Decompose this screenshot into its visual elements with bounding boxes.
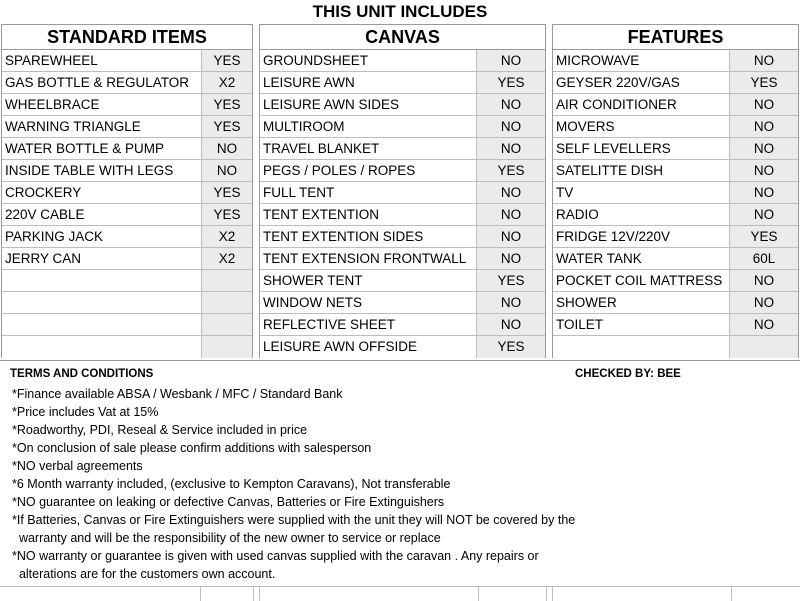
item-name: GEYSER 220V/GAS: [553, 72, 729, 93]
table-row: [260, 94, 545, 116]
item-value: X2: [201, 248, 252, 269]
item-value: X2: [201, 72, 252, 93]
item-name: LEISURE AWN SIDES: [260, 94, 476, 115]
table-row: [553, 72, 798, 94]
grid-line: [731, 587, 732, 601]
table-row: [260, 138, 545, 160]
table-row: [2, 248, 252, 270]
terms-line: *NO verbal agreements: [12, 459, 143, 473]
canvas-header: CANVAS: [260, 25, 545, 50]
item-name: WATER BOTTLE & PUMP: [2, 138, 201, 159]
item-value: YES: [201, 204, 252, 225]
table-row: [553, 94, 798, 116]
table-row: [260, 314, 545, 336]
item-value: NO: [476, 138, 545, 159]
table-row: [2, 270, 252, 292]
table-row: [260, 270, 545, 292]
table-row: [553, 292, 798, 314]
terms-line: *On conclusion of sale please confirm additions with salesperson: [12, 441, 372, 455]
item-value: NO: [729, 314, 798, 335]
terms-title: TERMS AND CONDITIONS: [10, 368, 154, 380]
item-name: WATER TANK: [553, 248, 729, 269]
item-name: [553, 336, 729, 358]
item-name: GROUNDSHEET: [260, 50, 476, 71]
item-value: [201, 292, 252, 313]
item-value: NO: [476, 50, 545, 71]
terms-line: alterations are for the customers own account.: [12, 567, 276, 581]
table-row: [553, 336, 798, 358]
item-value: NO: [476, 314, 545, 335]
item-name: SPAREWHEEL: [2, 50, 201, 71]
table-row: [2, 336, 252, 358]
table-row: [2, 204, 252, 226]
grid-line: [552, 587, 553, 601]
item-name: RADIO: [553, 204, 729, 225]
item-name: TOILET: [553, 314, 729, 335]
table-row: [260, 292, 545, 314]
item-name: TENT EXTENSION FRONTWALL: [260, 248, 476, 269]
standard-items-header: STANDARD ITEMS: [2, 25, 252, 50]
item-value: [201, 336, 252, 358]
features-header: FEATURES: [553, 25, 798, 50]
item-value: NO: [729, 182, 798, 203]
item-name: MULTIROOM: [260, 116, 476, 137]
table-row: [260, 160, 545, 182]
item-name: [2, 270, 201, 291]
item-value: YES: [729, 72, 798, 93]
item-name: WARNING TRIANGLE: [2, 116, 201, 137]
item-value: NO: [201, 160, 252, 181]
item-value: NO: [476, 116, 545, 137]
item-name: [2, 314, 201, 335]
grid-line: [546, 587, 547, 601]
item-name: PEGS / POLES / ROPES: [260, 160, 476, 181]
item-name: LEISURE AWN OFFSIDE: [260, 336, 476, 358]
terms-line: warranty and will be the responsibility of the new owner to service or replace: [12, 531, 441, 545]
item-value: YES: [201, 50, 252, 71]
item-name: SHOWER TENT: [260, 270, 476, 291]
table-row: [553, 50, 798, 72]
canvas-table: [259, 24, 546, 358]
table-row: [260, 72, 545, 94]
item-name: SATELITTE DISH: [553, 160, 729, 181]
terms-line: *Price includes Vat at 15%: [12, 405, 159, 419]
item-name: TRAVEL BLANKET: [260, 138, 476, 159]
table-row: [553, 204, 798, 226]
item-name: [2, 292, 201, 313]
item-value: NO: [729, 50, 798, 71]
bottom-grid-strip: [0, 586, 800, 601]
item-name: WINDOW NETS: [260, 292, 476, 313]
terms-line: *NO warranty or guarantee is given with used canvas supplied with the caravan . Any repairs or: [12, 549, 539, 563]
table-row: [2, 182, 252, 204]
table-row: [260, 50, 545, 72]
document-title: THIS UNIT INCLUDES: [312, 2, 488, 21]
item-name: [2, 336, 201, 358]
table-row: [2, 138, 252, 160]
item-value: YES: [201, 116, 252, 137]
item-name: POCKET COIL MATTRESS: [553, 270, 729, 291]
checked-by: CHECKED BY: BEE: [575, 368, 681, 380]
table-row: [553, 160, 798, 182]
grid-line: [259, 587, 260, 601]
table-row: [260, 182, 545, 204]
item-value: NO: [729, 138, 798, 159]
grid-line: [200, 587, 201, 601]
item-name: MICROWAVE: [553, 50, 729, 71]
item-name: TV: [553, 182, 729, 203]
table-row: [2, 72, 252, 94]
item-value: YES: [201, 182, 252, 203]
terms-line: *If Batteries, Canvas or Fire Extinguishers were supplied with the unit they will NOT be covered by the: [12, 513, 576, 527]
features-table: [552, 24, 799, 358]
item-value: YES: [729, 226, 798, 247]
item-name: PARKING JACK: [2, 226, 201, 247]
grid-line: [253, 587, 254, 601]
item-name: FULL TENT: [260, 182, 476, 203]
item-name: SHOWER: [553, 292, 729, 313]
table-row: [553, 226, 798, 248]
item-name: FRIDGE 12V/220V: [553, 226, 729, 247]
table-row: [553, 248, 798, 270]
terms-list: [12, 385, 772, 583]
table-row: [553, 270, 798, 292]
item-value: [201, 314, 252, 335]
table-row: [260, 248, 545, 270]
table-row: [553, 314, 798, 336]
item-name: REFLECTIVE SHEET: [260, 314, 476, 335]
table-row: [260, 226, 545, 248]
item-name: WHEELBRACE: [2, 94, 201, 115]
item-name: SELF LEVELLERS: [553, 138, 729, 159]
item-name: 220V CABLE: [2, 204, 201, 225]
item-value: YES: [201, 94, 252, 115]
item-value: NO: [476, 204, 545, 225]
item-value: NO: [729, 116, 798, 137]
table-row: [553, 116, 798, 138]
item-name: LEISURE AWN: [260, 72, 476, 93]
terms-line: *NO guarantee on leaking or defective Canvas, Batteries or Fire Extinguishers: [12, 495, 445, 509]
table-row: [2, 94, 252, 116]
item-value: NO: [729, 270, 798, 291]
item-value: YES: [476, 270, 545, 291]
item-value: YES: [476, 72, 545, 93]
item-value: NO: [729, 160, 798, 181]
table-row: [260, 116, 545, 138]
item-value: YES: [476, 160, 545, 181]
terms-line: *Roadworthy, PDI, Reseal & Service included in price: [12, 423, 308, 437]
item-name: TENT EXTENTION: [260, 204, 476, 225]
standard-items-table: [1, 24, 253, 358]
terms-and-conditions: [0, 360, 800, 587]
item-name: JERRY CAN: [2, 248, 201, 269]
item-value: NO: [476, 94, 545, 115]
item-value: [201, 270, 252, 291]
item-name: GAS BOTTLE & REGULATOR: [2, 72, 201, 93]
item-value: NO: [476, 292, 545, 313]
item-value: NO: [476, 248, 545, 269]
table-row: [260, 336, 545, 358]
item-value: NO: [476, 226, 545, 247]
item-name: TENT EXTENTION SIDES: [260, 226, 476, 247]
item-name: AIR CONDITIONER: [553, 94, 729, 115]
table-row: [2, 50, 252, 72]
item-name: INSIDE TABLE WITH LEGS: [2, 160, 201, 181]
item-value: NO: [476, 182, 545, 203]
table-row: [2, 226, 252, 248]
table-row: [553, 138, 798, 160]
item-value: NO: [729, 204, 798, 225]
grid-line: [478, 587, 479, 601]
table-row: [2, 160, 252, 182]
table-row: [2, 292, 252, 314]
item-value: NO: [201, 138, 252, 159]
table-row: [2, 314, 252, 336]
item-value: X2: [201, 226, 252, 247]
item-name: MOVERS: [553, 116, 729, 137]
item-value: YES: [476, 336, 545, 358]
item-value: 60L: [729, 248, 798, 269]
item-value: NO: [729, 94, 798, 115]
item-value: NO: [729, 292, 798, 313]
terms-line: *Finance available ABSA / Wesbank / MFC / Standard Bank: [12, 387, 343, 401]
terms-line: *6 Month warranty included, (exclusive to Kempton Caravans), Not transferable: [12, 477, 451, 491]
item-value: [729, 336, 798, 358]
table-row: [260, 204, 545, 226]
table-row: [2, 116, 252, 138]
table-row: [553, 182, 798, 204]
item-name: CROCKERY: [2, 182, 201, 203]
